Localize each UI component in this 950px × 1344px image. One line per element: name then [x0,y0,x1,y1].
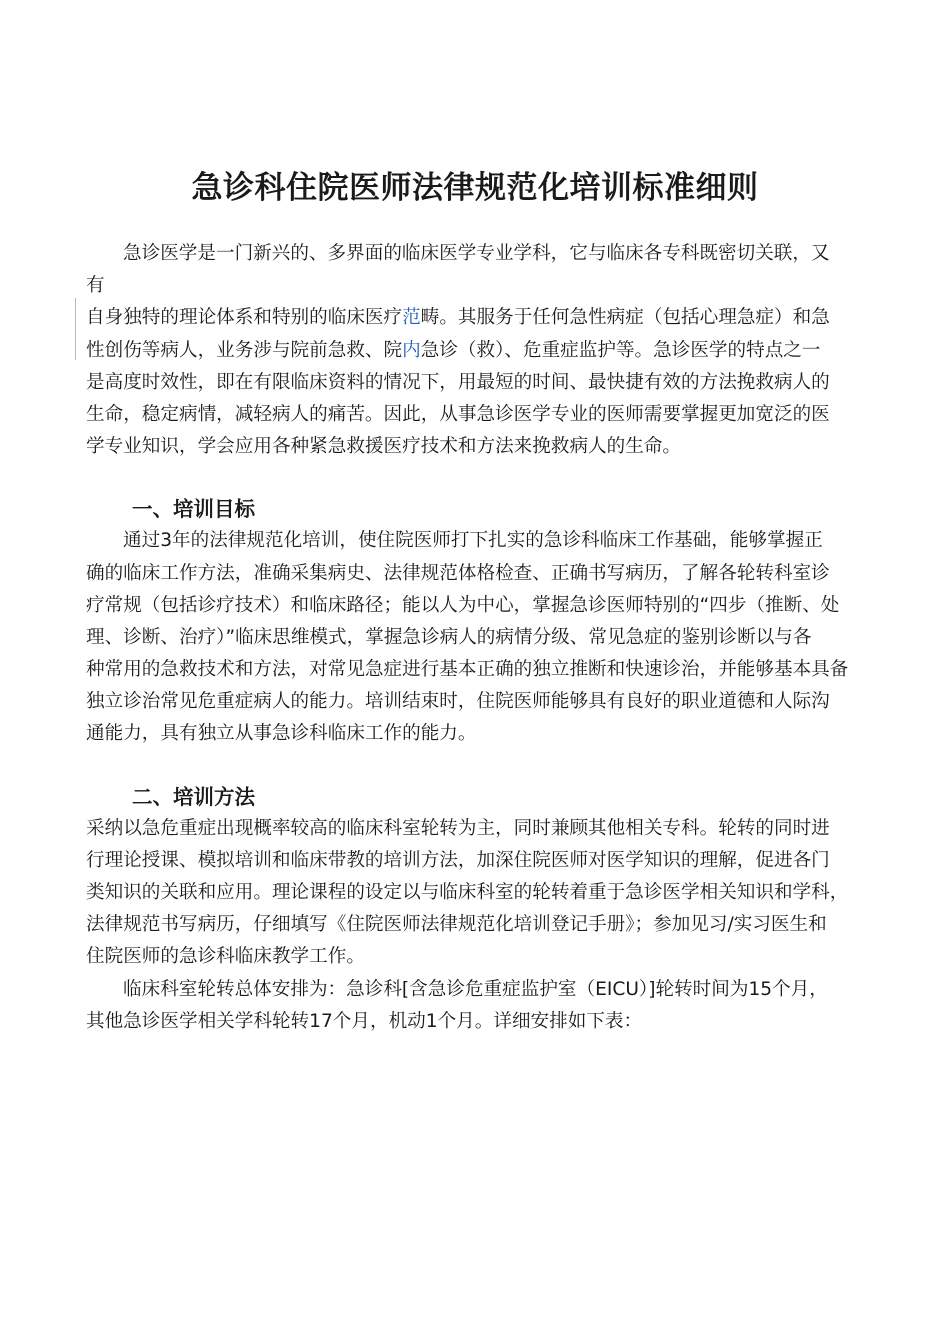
section1-line: 种常用的急救技术和方法，对常见急症进行基本正确的独立推断和快速诊治，并能够基本具备 [86,659,849,681]
section2-line: 住院医师的急诊科临床教学工作。 [86,946,365,968]
paragraph-spacer [86,463,868,493]
intro-line: 急诊医学是一门新兴的、多界面的临床医学专业学科，它与临床各专科既密切关联，又 [123,243,830,264]
section2-line: 类知识的关联和应用。理论课程的设定以与临床科室的轮转着重于急诊医学相关知识和学科， [86,882,849,903]
section1-line: 通过3年的法律规范化培训，使住院医师打下扎实的急诊科临床工作基础，能够掌握正 [123,530,823,552]
tracked-change-text: 范 [402,307,421,329]
section1-line: 疗常规（包括诊疗技术）和临床路径；能以人为中心，掌握急诊医师特别的“四步（推断、处 [86,594,840,616]
section2-line: 临床科室轮转总体安排为：急诊科[含急诊危重症监护室（EICU）]轮转时间为15个月， [123,978,828,1000]
intro-text: 自身独特的理论体系和特别的临床医疗 [86,307,403,329]
intro-text: 急诊（救）、危重症监护等。急诊医学的特点之一 [420,339,821,361]
section1-line: 独立诊治常见危重症病人的能力。培训结束时，住院医师能够具有良好的职业道德和人际沟 [86,691,830,713]
intro-text: 性创伤等病人，业务涉与院前急救、院 [86,339,403,361]
intro-text: 畴。其服务于任何急性病症（包括心理急症）和急 [420,307,830,329]
document-title: 急诊科住院医师法律规范化培训标准细则 [191,170,759,206]
section2-paragraph [86,813,868,1038]
section2-line: 行理论授课、模拟培训和临床带教的培训方法，加深住院医师对医学知识的理解，促进各门 [86,849,830,871]
section2-line: 其他急诊医学相关学科轮转17个月，机动1个月。详细安排如下表： [86,1010,643,1032]
section1-paragraph [86,525,868,750]
section-heading-training-goals: 一、培训目标 [132,497,255,522]
intro-line: 生命，稳定病情，减轻病人的痛苦。因此，从事急诊医学专业的医师需要掌握更加宽泛的医 [86,403,830,425]
paragraph-spacer [86,751,868,781]
intro-paragraph [86,238,868,463]
intro-line: 是高度时效性，即在有限临床资料的情况下，用最短的时间、最快捷有效的方法挽救病人的 [86,371,830,393]
tracked-change-text: 内 [402,339,421,361]
revision-change-bar [75,298,76,360]
section2-line: 采纳以急危重症出现概率较高的临床科室轮转为主，同时兼顾其他相关专科。轮转的同时进 [86,817,830,839]
intro-line [86,335,868,367]
intro-line: 学专业知识，学会应用各种紧急救援医疗技术和方法来挽救病人的生命。 [86,436,682,458]
section2-line: 法律规范书写病历，仔细填写《住院医师法律规范化培训登记手册》；参加见习/实习医生和 [86,914,827,936]
intro-line: 有 [86,275,105,297]
section-heading-training-methods: 二、培训方法 [132,784,255,809]
section1-line: 理、诊断、治疗）”临床思维模式，掌握急诊病人的病情分级、常见急症的鉴别诊断以与各 [86,626,812,648]
section1-line: 通能力，具有独立从事急诊科临床工作的能力。 [86,723,477,745]
document-body [86,238,868,1038]
intro-line [86,302,868,334]
section1-line: 确的临床工作方法，准确采集病史、法律规范体格检查、正确书写病历，了解各轮转科室诊 [86,562,830,584]
